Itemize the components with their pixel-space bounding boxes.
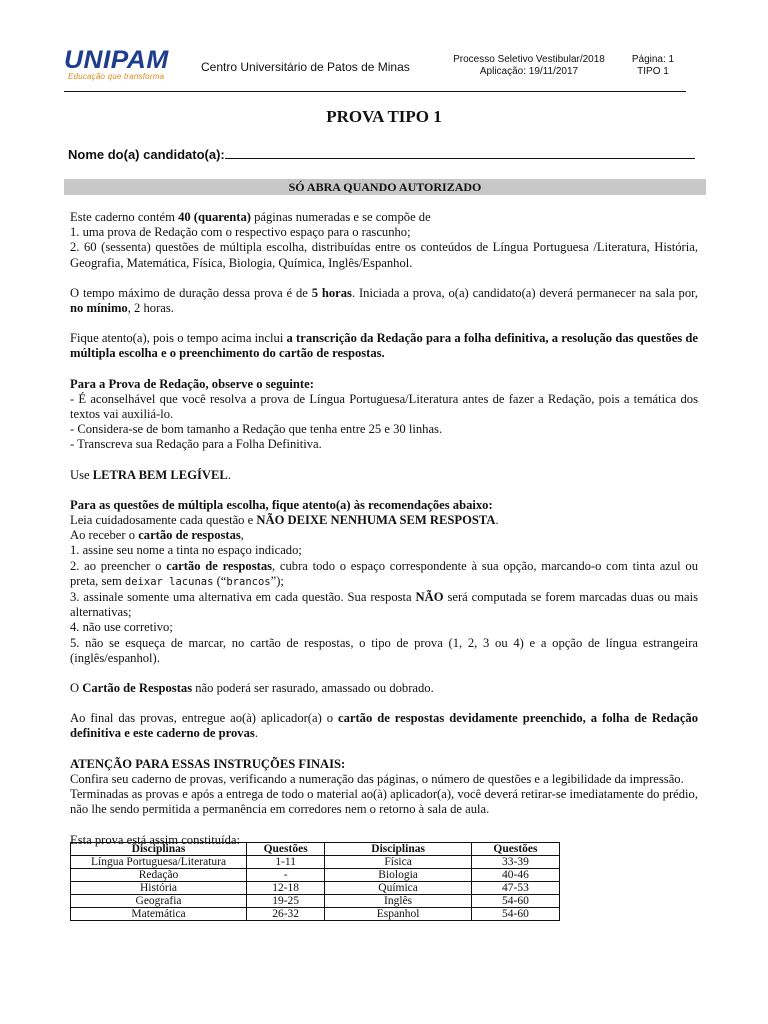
final-instructions-heading xyxy=(70,757,698,772)
table-caption: Esta prova está assim constituída: xyxy=(70,832,240,847)
mc-item-1: 1. assine seu nome a tinta no espaço indicado; xyxy=(70,543,302,558)
redacao-item-1: - É aconselhável que você resolva a prova de Língua Portuguesa/Literatura antes de fazer a Redação, pois a temática dos textos vai auxiliá-lo. xyxy=(70,391,698,422)
unipam-logo xyxy=(64,48,194,88)
page-header xyxy=(64,48,686,92)
intro-item-2: 2. 60 (sessenta) questões de múltipla escolha, distribuídas entre os conteúdos de Língua Portuguesa /Literatura, História, Geografia, Matemática, Física, Biologia, Química, Inglês/Espanhol. xyxy=(70,240,698,270)
redacao-item-3: - Transcreva sua Redação para a Folha Definitiva. xyxy=(70,437,322,452)
table-row xyxy=(71,895,560,908)
table-row xyxy=(71,869,560,882)
mc-i3-text: 3. assinale somente uma alternativa em cada questão. Sua resposta xyxy=(70,590,416,605)
multiple-choice-heading-text: Para as questões de múltipla escolha, fique atento(a) às recomendações abaixo: xyxy=(70,497,493,512)
card-emphasis: Cartão de Respostas xyxy=(82,681,193,696)
page-count: 40 (quarenta) xyxy=(178,210,251,224)
table-row xyxy=(71,908,560,921)
table-cell: Química xyxy=(325,882,472,895)
mc-i2-lacunas: deixar lacunas xyxy=(124,575,214,588)
table-cell: 47-53 xyxy=(471,882,559,895)
table-cell: 1-11 xyxy=(247,856,325,869)
multiple-choice-line-1 xyxy=(70,513,698,528)
page-title: PROVA TIPO 1 xyxy=(326,107,442,126)
page-number: Página: 1 xyxy=(631,54,675,65)
table-row xyxy=(71,882,560,895)
subjects-table-wrap xyxy=(0,841,768,921)
mc-item-5: 5. não se esqueça de marcar, no cartão de respostas, o tipo de prova (1, 2, 3 ou 4) e a opção de língua estrangeira (inglês/espanhol). xyxy=(70,635,698,665)
header-divider xyxy=(64,91,686,92)
candidate-name-blank xyxy=(225,146,695,159)
table-cell: Física xyxy=(325,856,472,869)
table-cell: Biologia xyxy=(325,869,472,882)
mc-l2-text: Ao receber o xyxy=(70,528,139,543)
table-cell: 40-46 xyxy=(471,869,559,882)
duration-paragraph xyxy=(70,286,698,316)
final-emphasis: cartão de respostas devidamente preenchido, a folha de Redação definitiva e este caderno de provas xyxy=(70,711,698,741)
legibility-paragraph xyxy=(70,468,698,483)
mc-i2-quote-close: ”); xyxy=(270,573,284,588)
table-cell: 26-32 xyxy=(247,908,325,921)
attention-paragraph xyxy=(70,331,698,361)
duration-hours: 5 horas xyxy=(311,285,352,300)
attention-text: Fique atento(a), pois o tempo acima inclui xyxy=(70,331,287,346)
mc-i3-text-2: será computada se forem marcadas duas ou mais alternativas; xyxy=(70,590,698,620)
card-text: O xyxy=(70,681,83,696)
table-cell: Inglês xyxy=(325,895,472,908)
table-cell: Redação xyxy=(71,869,247,882)
subjects-table xyxy=(70,842,560,921)
exam-type: TIPO 1 xyxy=(637,66,669,77)
table-cell: Língua Portuguesa/Literatura xyxy=(71,856,247,869)
mc-i2-emphasis: cartão de respostas xyxy=(166,558,273,573)
table-cell: 12-18 xyxy=(247,882,325,895)
table-cell: Matemática xyxy=(71,908,247,921)
table-cell: 54-60 xyxy=(471,895,559,908)
redacao-heading-text: Para a Prova de Redação, observe o seguinte: xyxy=(70,376,314,391)
legibility-period: . xyxy=(227,467,231,482)
table-header-row xyxy=(71,843,560,856)
table-cell: 54-60 xyxy=(471,908,559,921)
instructions xyxy=(70,210,698,848)
duration-text: O tempo máximo de duração dessa prova é de xyxy=(70,285,312,300)
application-date: Aplicação: 19/11/2017 xyxy=(479,66,579,77)
logo-wordmark: UNIPAM xyxy=(64,46,169,74)
logo-tagline: Educação que transforma xyxy=(68,72,165,81)
mc-i2-text-2: , cubra todo o espaço correspondente à sua opção, marcando-o com tinta azul ou preta, sem xyxy=(70,558,699,588)
institution-name: Centro Universitário de Patos de Minas xyxy=(201,60,410,74)
legibility-text: Use xyxy=(70,467,93,482)
col-header: Disciplinas xyxy=(325,843,472,856)
mc-item-4: 4. não use corretivo; xyxy=(70,620,173,635)
intro-text-end: páginas numeradas e se compõe de xyxy=(250,210,431,224)
mc-l2-emphasis: cartão de respostas xyxy=(138,528,241,543)
multiple-choice-heading xyxy=(70,498,698,513)
table-cell: Geografia xyxy=(71,895,247,908)
table-cell: 19-25 xyxy=(247,895,325,908)
process-info xyxy=(450,54,608,78)
candidate-name-colon: : xyxy=(220,147,225,162)
candidate-name-field xyxy=(68,146,695,162)
final-period: . xyxy=(254,726,258,741)
table-cell: 33-39 xyxy=(471,856,559,869)
page-info xyxy=(624,54,682,78)
table-row xyxy=(71,856,560,869)
warning-banner: SÓ ABRA QUANDO AUTORIZADO xyxy=(64,179,706,195)
mc-item-2 xyxy=(70,559,698,590)
mc-i2-quote-open: (“ xyxy=(213,573,227,588)
mc-item-3 xyxy=(70,590,698,620)
col-header: Questões xyxy=(247,843,325,856)
final-instructions-heading-text: ATENÇÃO PARA ESSAS INSTRUÇÕES FINAIS: xyxy=(70,756,346,771)
duration-minimum: no mínimo xyxy=(70,301,128,316)
attention-emphasis: a transcrição da Redação para a folha definitiva, a resolução das questões de múltipla escolha e o preenchimento do cartão de respostas. xyxy=(70,331,698,361)
card-text-2: não poderá ser rasurado, amassado ou dobrado. xyxy=(192,681,434,696)
mc-i3-emphasis: NÃO xyxy=(415,590,444,605)
final-instruction-2: Terminadas as provas e após a entrega de todo o material ao(à) aplicador(a), você deverá retirar-se imediatamente do prédio, não lhe sendo permitida a permanência em corredores nem o retorno à sala de aula. xyxy=(70,787,698,817)
mc-l1-text: Leia cuidadosamente cada questão e xyxy=(70,513,257,528)
duration-text-2: . Iniciada a prova, o(a) candidato(a) deverá permanecer na sala por, xyxy=(351,285,698,300)
final-delivery-paragraph xyxy=(70,711,698,741)
duration-text-3: , 2 horas. xyxy=(127,301,174,316)
table-cell: História xyxy=(71,882,247,895)
mc-i2-text: 2. ao preencher o xyxy=(70,558,167,573)
table-cell: - xyxy=(247,869,325,882)
redacao-heading xyxy=(70,377,698,392)
mc-i2-brancos: brancos xyxy=(226,575,271,588)
intro-text: Este caderno contém xyxy=(70,210,179,224)
redacao-item-2: - Considera-se de bom tamanho a Redação que tenha entre 25 e 30 linhas. xyxy=(70,422,443,437)
mc-l2-comma: , xyxy=(240,528,244,543)
multiple-choice-line-2 xyxy=(70,528,698,543)
intro-paragraph xyxy=(70,210,698,225)
table-cell: Espanhol xyxy=(325,908,472,921)
answer-card-paragraph xyxy=(70,681,698,696)
legibility-emphasis: LETRA BEM LEGÍVEL xyxy=(92,467,228,482)
process-title: Processo Seletivo Vestibular/2018 xyxy=(453,54,605,65)
mc-l1-emphasis: NÃO DEIXE NENHUMA SEM RESPOSTA xyxy=(256,513,496,528)
final-instruction-1: Confira seu caderno de provas, verificando a numeração das páginas, o número de questões e a legibilidade da impressão. xyxy=(70,771,684,786)
mc-l1-period: . xyxy=(495,513,499,528)
intro-item-1: 1. uma prova de Redação com o respectivo espaço para o rascunho; xyxy=(70,225,411,240)
col-header: Questões xyxy=(471,843,559,856)
col-header: Disciplinas xyxy=(71,843,247,856)
final-text: Ao final das provas, entregue ao(à) aplicador(a) o xyxy=(70,711,339,726)
candidate-name-label: Nome do(a) candidato(a) xyxy=(68,147,221,162)
